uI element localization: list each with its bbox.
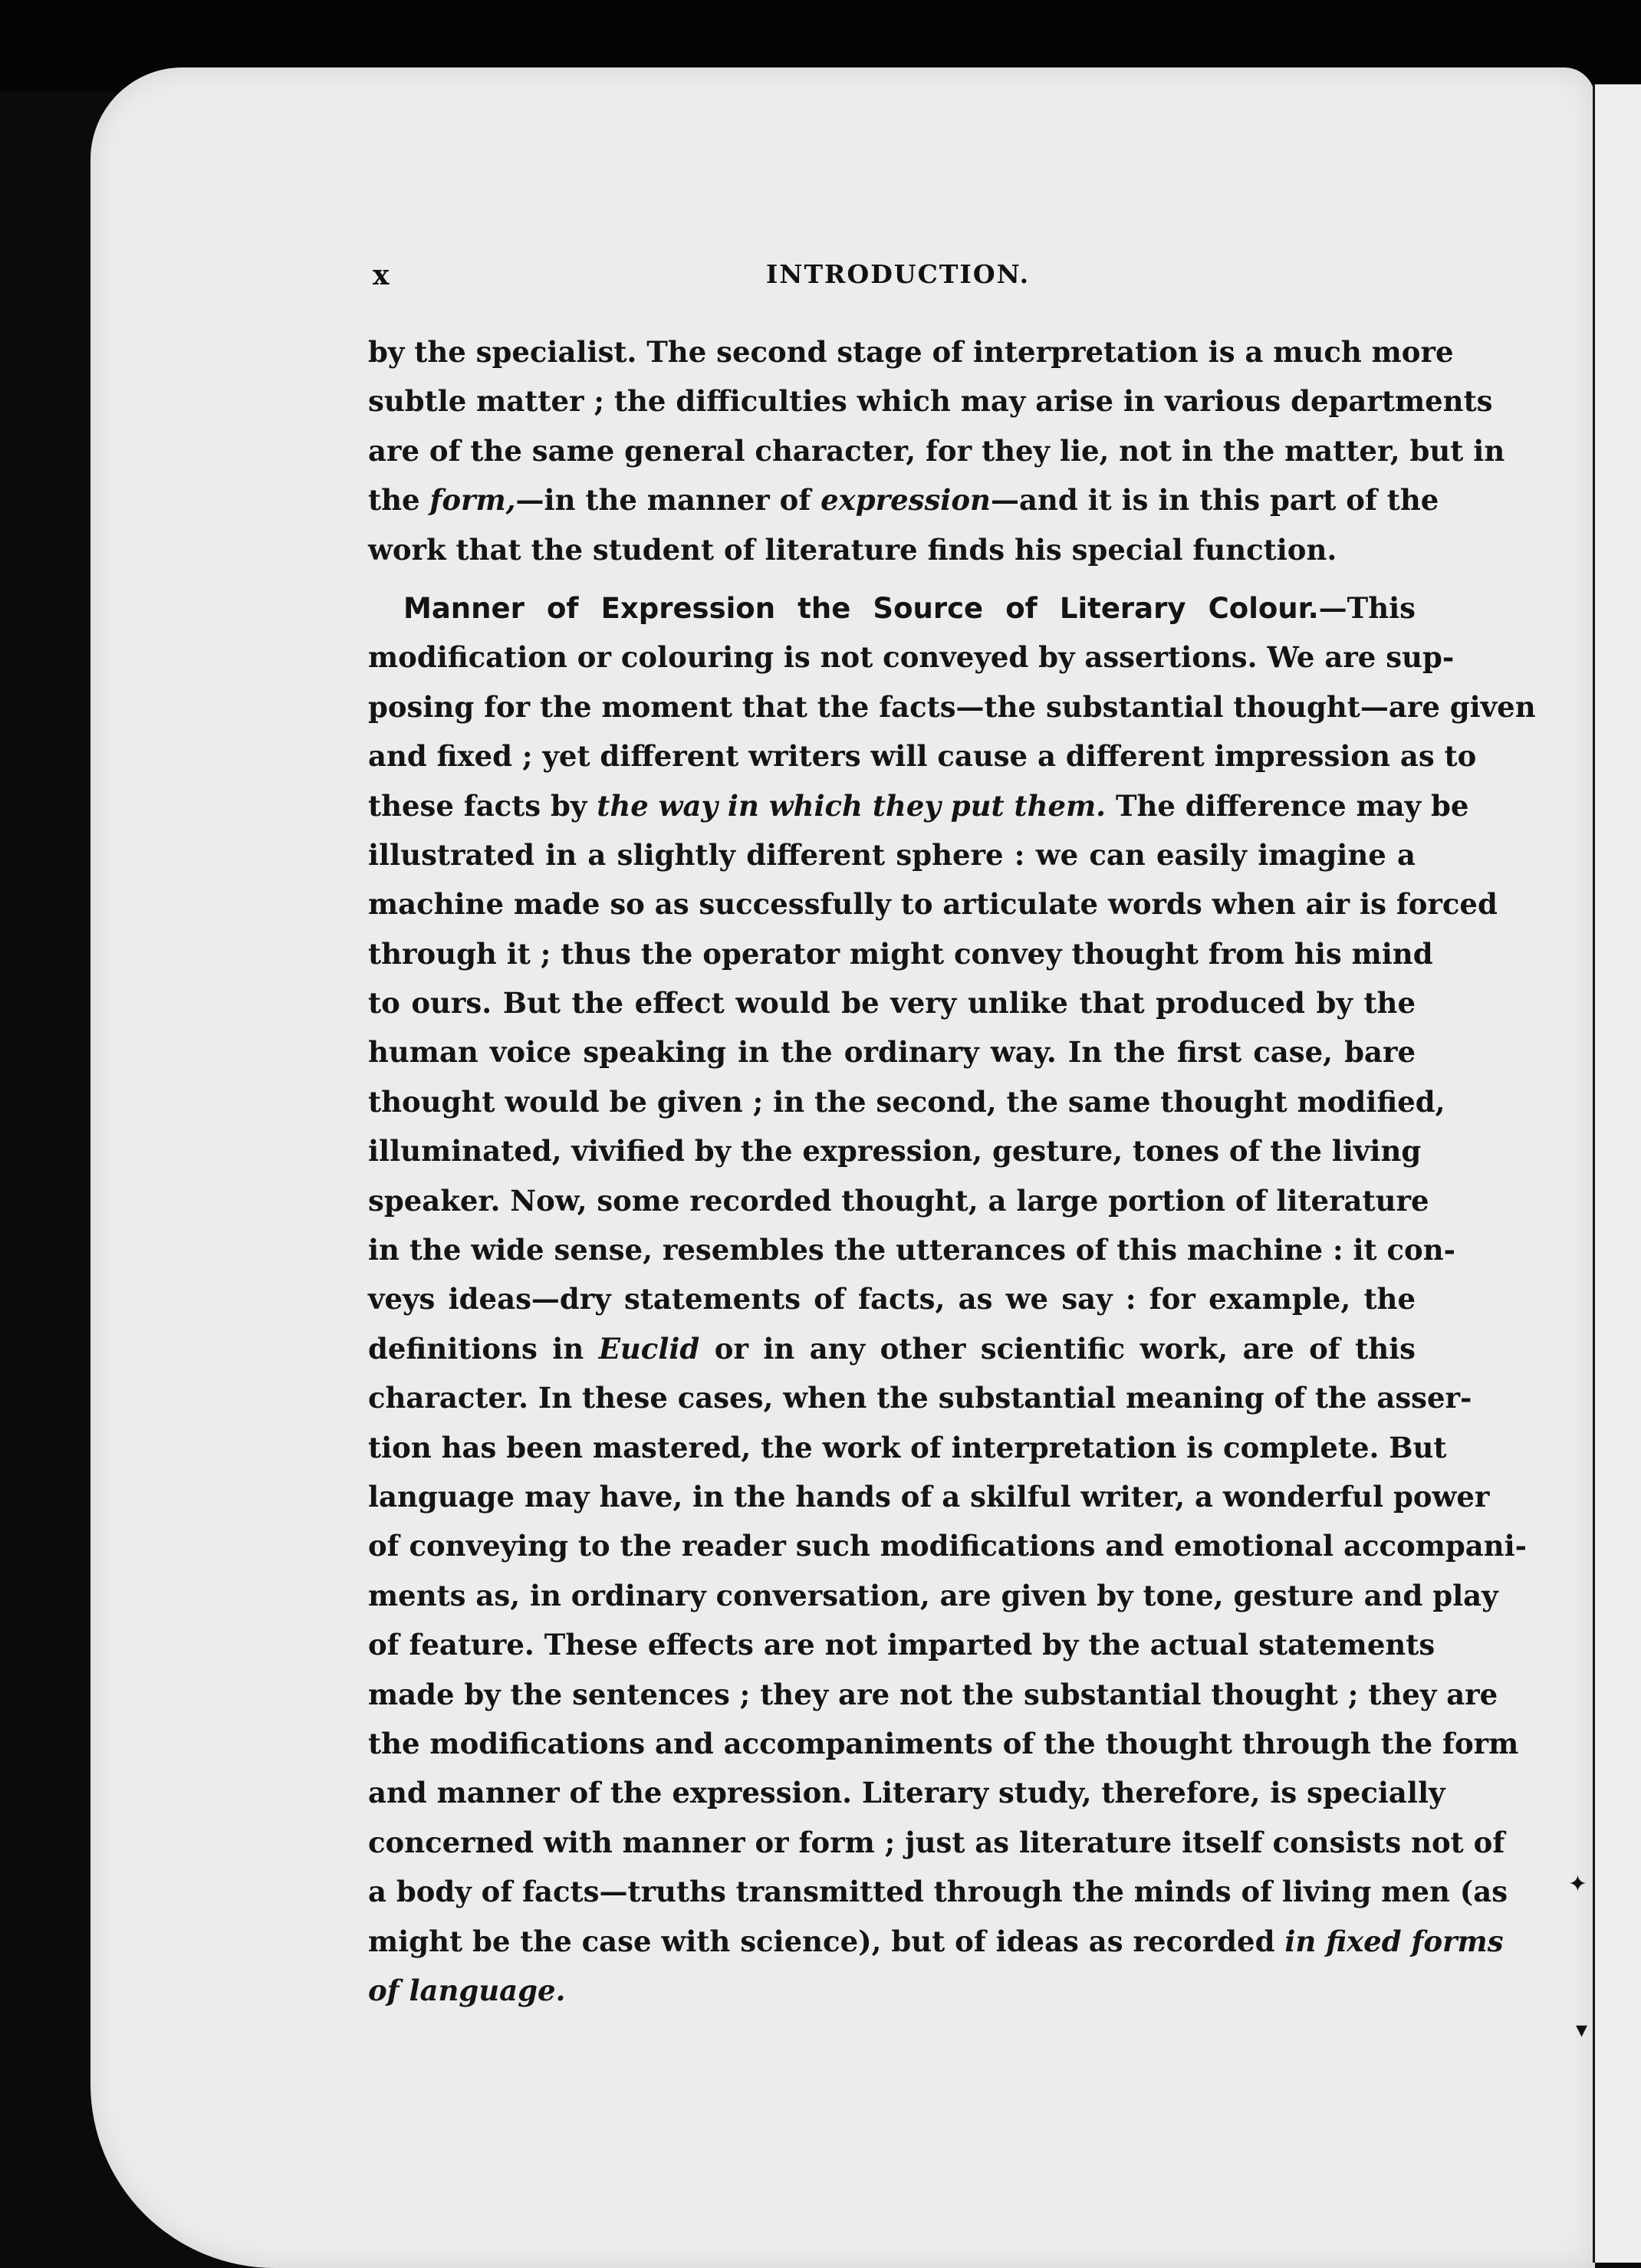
text-line: to ours. But the effect would be very unlike that produced by the xyxy=(368,986,1416,1021)
page-header xyxy=(367,259,1429,305)
text-line: are of the same general character, for they lie, not in the matter, but in xyxy=(368,433,1505,468)
text-line xyxy=(368,475,1439,524)
text-line: human voice speaking in the ordinary way. In the first case, bare xyxy=(368,1035,1416,1070)
margin-mark: ✦ xyxy=(1567,1871,1587,1898)
text-line: posing for the moment that the facts—the substantial thought—are given xyxy=(368,689,1536,724)
text-segment: these facts by xyxy=(368,788,597,823)
side-heading: Manner of Expression the Source of Literary Colour. xyxy=(403,591,1319,625)
text-line: made by the sentences ; they are not the substantial thought ; they are xyxy=(368,1677,1498,1711)
text-segment: The difference may be xyxy=(1106,788,1469,823)
adjacent-page-edge xyxy=(1593,84,1641,2263)
text-segment: —in the manner of xyxy=(515,483,821,518)
text-line: tion has been mastered, the work of interpretation is complete. But xyxy=(368,1430,1447,1464)
text-line: character. In these cases, when the substantial meaning of the asser- xyxy=(368,1381,1472,1415)
text-line: modification or colouring is not conveyed by assertions. We are sup- xyxy=(368,640,1455,675)
text-line: illustrated in a slightly different sphere : we can easily imagine a xyxy=(368,837,1416,872)
paragraph-2-first-line xyxy=(368,583,1416,633)
text-line: speaker. Now, some recorded thought, a large portion of literature xyxy=(368,1183,1429,1218)
text-line xyxy=(368,1917,1504,1966)
page-number: x xyxy=(373,259,390,291)
text-line: ments as, in ordinary conversation, are given by tone, gesture and play xyxy=(368,1578,1498,1612)
italic-text: Euclid xyxy=(598,1331,700,1366)
italic-text: form, xyxy=(429,483,516,518)
text-line: work that the student of literature finds his special function. xyxy=(368,532,1337,567)
text-segment: might be the case with science), but of ideas as recorded xyxy=(368,1924,1285,1958)
text-line: thought would be given ; in the second, the same thought modified, xyxy=(368,1084,1445,1119)
text-line: language may have, in the hands of a skilful writer, a wonderful power xyxy=(368,1479,1490,1514)
text-line: subtle matter ; the difficulties which may arise in various departments xyxy=(368,384,1493,419)
text-segment: —and it is in this part of the xyxy=(990,483,1439,518)
text-line: veys ideas—dry statements of facts, as we say : for example, the xyxy=(368,1282,1416,1316)
paragraph-1 xyxy=(368,327,1505,574)
margin-mark: ▾ xyxy=(1575,2017,1587,2043)
text-line: and fixed ; yet different writers will cause a different impression as to xyxy=(368,739,1477,774)
text-line: through it ; thus the operator might convey thought from his mind xyxy=(368,936,1433,971)
italic-text: the way in which they put them. xyxy=(597,788,1107,823)
running-head: INTRODUCTION. xyxy=(765,259,1031,289)
text-segment: the xyxy=(368,483,430,518)
text-line: by the specialist. The second stage of interpretation is a much more xyxy=(368,335,1454,369)
italic-text: expression xyxy=(820,483,991,518)
side-heading-continuation: —This xyxy=(1318,590,1416,625)
text-line xyxy=(368,1966,1416,2015)
text-line xyxy=(368,1324,1416,1373)
text-line: in the wide sense, resembles the utterances of this machine : it con- xyxy=(368,1233,1455,1267)
italic-text: of language. xyxy=(368,1973,566,2007)
body-text xyxy=(368,327,1536,2015)
text-segment: or in any other scientific work, are of this xyxy=(699,1331,1416,1366)
text-line: a body of facts—truths transmitted through the minds of living men (as xyxy=(368,1875,1508,1909)
text-segment: definitions in xyxy=(368,1331,599,1366)
text-line xyxy=(368,781,1469,830)
text-line: and manner of the expression. Literary study, therefore, is specially xyxy=(368,1776,1445,1810)
text-line: illuminated, vivified by the expression, gesture, tones of the living xyxy=(368,1134,1422,1169)
text-line: machine made so as successfully to articulate words when air is forced xyxy=(368,887,1498,922)
text-line: of feature. These effects are not imparted by the actual statements xyxy=(368,1628,1435,1662)
text-line: the modifications and accompaniments of the thought through the form xyxy=(368,1726,1519,1760)
italic-text: in fixed forms xyxy=(1284,1924,1504,1958)
text-line: concerned with manner or form ; just as literature itself consists not of xyxy=(368,1825,1505,1859)
text-line: of conveying to the reader such modifications and emotional accompani- xyxy=(368,1529,1527,1563)
paragraph-2 xyxy=(368,633,1536,2015)
